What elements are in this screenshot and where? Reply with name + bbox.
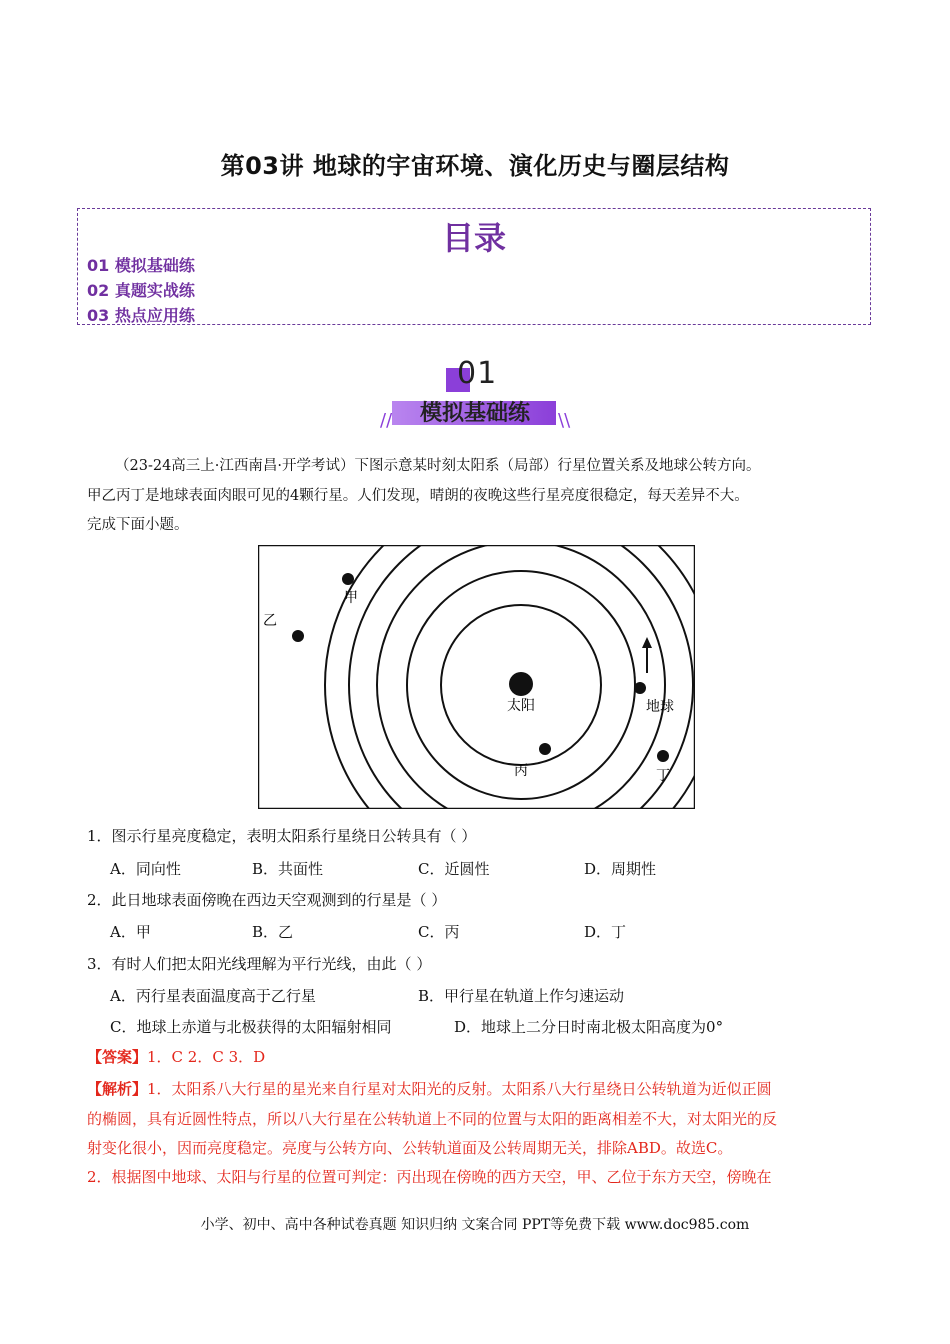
analysis-tag: 【解析】 (87, 1080, 148, 1098)
toc-item-3[interactable]: 03 热点应用练 (87, 306, 195, 325)
analysis-line-4: 2．根据图中地球、太阳与行星的位置可判定：丙出现在傍晚的西方天空，甲、乙位于东方天空，傍晚在 (87, 1168, 772, 1186)
q2-option-c[interactable]: C．丙 (418, 923, 460, 941)
planet-yi (292, 630, 304, 642)
question-3-stem: 3．有时人们把太阳光线理解为平行光线，由此（ ） (87, 955, 432, 973)
toc-item-2[interactable]: 02 真题实战练 (87, 281, 195, 300)
analysis-text-1: 1．太阳系八大行星的星光来自行星对太阳光的反射。太阳系八大行星绕日公转轨道为近似正圆 (147, 1080, 772, 1098)
answer-tag: 【答案】 (87, 1048, 148, 1066)
page-title: 第03讲 地球的宇宙环境、演化历史与圈层结构 (220, 152, 730, 180)
label-ding: 丁 (656, 768, 670, 784)
sun-icon (509, 672, 533, 696)
answer-line (87, 1046, 265, 1067)
q3-option-a[interactable]: A．丙行星表面温度高于乙行星 (110, 987, 316, 1005)
toc-heading: 目录 (441, 219, 506, 257)
q1-option-a[interactable]: A．同向性 (110, 860, 181, 878)
q1-option-b[interactable]: B．共面性 (252, 860, 324, 878)
planet-ding (657, 750, 669, 762)
q2-option-a[interactable]: A．甲 (110, 923, 151, 941)
table-of-contents (77, 208, 871, 325)
planet-bing (539, 743, 551, 755)
page-footer: 小学、初中、高中各种试卷真题 知识归纳 文案合同 PPT等免费下载 www.doc985.com (200, 1217, 750, 1233)
analysis-line-1 (87, 1078, 772, 1099)
planet-jia (342, 573, 354, 585)
q2-option-d[interactable]: D．丁 (584, 923, 627, 941)
q1-option-c[interactable]: C．近圆性 (418, 860, 490, 878)
label-earth: 地球 (646, 699, 674, 715)
q2-option-b[interactable]: B．乙 (252, 923, 294, 941)
intro-line-3: 完成下面小题。 (87, 517, 189, 533)
q3-option-c[interactable]: C．地球上赤道与北极获得的太阳辐射相同 (110, 1018, 392, 1036)
label-yi: 乙 (263, 613, 277, 629)
toc-item-1[interactable]: 01 模拟基础练 (87, 256, 195, 275)
solar-system-diagram (258, 545, 695, 809)
q3-option-b[interactable]: B．甲行星在轨道上作匀速运动 (418, 987, 625, 1005)
section-number: 01 (457, 356, 498, 391)
analysis-line-2: 的椭圆，具有近圆性特点，所以八大行星在公转轨道上不同的位置与太阳的距离相差不大，对太阳光的反 (87, 1110, 778, 1128)
label-bing: 丙 (514, 763, 528, 779)
question-1-stem: 1．图示行星亮度稳定，表明太阳系行星绕日公转具有（ ） (87, 827, 477, 845)
intro-line-2: 甲乙丙丁是地球表面肉眼可见的4颗行星。人们发现，晴朗的夜晚这些行星亮度很稳定，每天差异不大。 (87, 488, 749, 504)
answer-text: 1．C 2．C 3．D (147, 1048, 266, 1066)
label-jia: 甲 (344, 590, 358, 606)
question-2-stem: 2．此日地球表面傍晚在西边天空观测到的行星是（ ） (87, 891, 447, 909)
intro-line-1: （23-24高三上·江西南昌·开学考试）下图示意某时刻太阳系（局部）行星位置关系及地球公转方向。 (115, 458, 761, 474)
q3-option-d[interactable]: D．地球上二分日时南北极太阳高度为0° (454, 1018, 724, 1036)
slash-decoration-left: // (380, 410, 393, 431)
analysis-line-3: 射变化很小，因而亮度稳定。亮度与公转方向、公转轨道面及公转周期无关，排除ABD。故选C。 (87, 1139, 733, 1157)
q1-option-d[interactable]: D．周期性 (584, 860, 657, 878)
slash-decoration-right: \\ (558, 410, 571, 431)
diagram-frame (259, 546, 695, 809)
section-label: 模拟基础练 (419, 401, 530, 426)
planet-earth (634, 682, 646, 694)
sun-label: 太阳 (507, 698, 535, 714)
